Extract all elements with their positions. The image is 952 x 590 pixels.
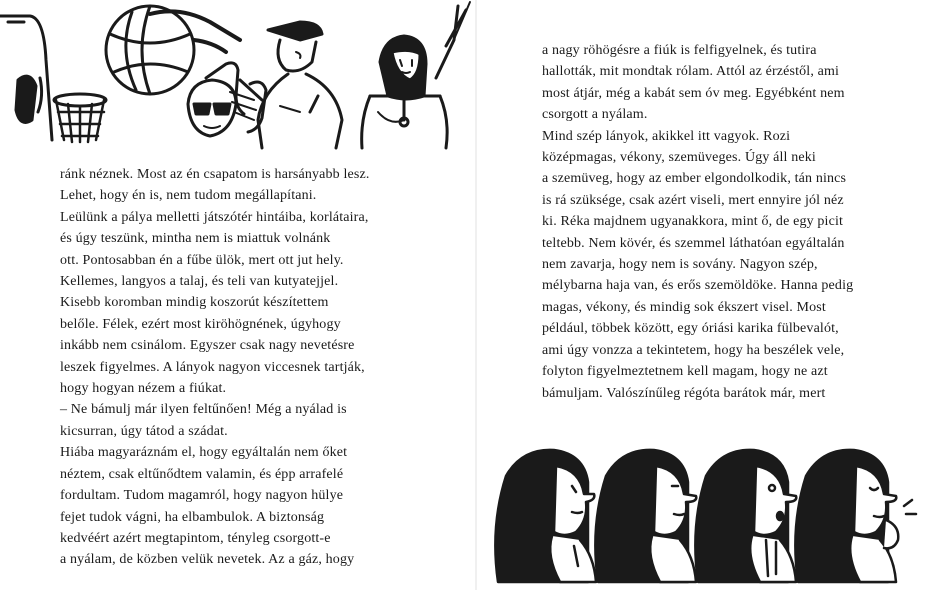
text-line: a nagy röhögésre a fiúk is felfigyelnek, és tutira — [542, 43, 817, 58]
text-line: nem zavarja, hogy nem is sovány. Nagyon szép, — [542, 257, 818, 273]
left-page-text — [60, 164, 369, 571]
text-line: ott. Pontosabban én a fűbe ülök, mert ott jut hely. — [60, 252, 344, 268]
text-line: néztem, csak eltűnődtem valamin, és épp arrafelé — [60, 466, 344, 482]
text-line: most átjár, még a kabát sem óv meg. Egyébként nem — [542, 85, 845, 101]
text-line: – Ne bámulj már ilyen feltűnően! Még a nyálad is — [60, 402, 347, 418]
four-girls-illustration — [476, 436, 952, 586]
text-line: ránk néznek. Most az én csapatom is harsányabb lesz. — [60, 167, 370, 182]
text-line: belőle. Félek, ezért most kiröhögnének, úgyhogy — [60, 316, 341, 332]
text-line: Kellemes, langyos a talaj, és teli van kutyatejjel. — [60, 274, 339, 290]
text-line: fejet tudok vágni, ha elbambulok. A biztonság — [60, 509, 325, 525]
text-line: például, többek között, egy óriási karika fülbevalót, — [542, 321, 839, 337]
text-line: Hiába magyaráznám el, hogy egyáltalán nem őket — [60, 445, 348, 461]
right-page-text — [542, 40, 853, 404]
basketball-game-illustration — [0, 0, 476, 150]
text-line: kicsurran, úgy tátod a szádat. — [60, 423, 228, 439]
text-line: hogy hogyan nézem a fiúkat. — [60, 381, 227, 397]
text-line: is rá szüksége, csak azért viseli, mert ennyire jól néz — [542, 192, 844, 208]
text-line: inkább nem csinálom. Egyszer csak nagy nevetésre — [60, 338, 355, 354]
text-line: Leülünk a pálya melletti játszótér hintáiba, korlátaira, — [60, 209, 369, 225]
text-line: ami úgy vonzza a tekintetem, hogy ha beszélek vele, — [542, 342, 845, 358]
girl-reka — [595, 450, 696, 582]
text-line: a nyálam, de közben velük nevetek. Az a gáz, hogy — [60, 552, 355, 568]
girl-rozi — [495, 450, 596, 582]
text-line: leszek figyelmes. A lányok nagyon viccesnek tartják, — [60, 359, 365, 375]
text-line: középmagas, vékony, szemüveges. Úgy áll neki — [542, 150, 816, 166]
text-line: Kisebb koromban mindig koszorút készítettem — [60, 295, 329, 311]
text-line: Lehet, hogy én is, nem tudom megállapítani. — [60, 188, 317, 204]
text-line: a szemüveg, hogy az ember elgondolkodik, tán nincs — [542, 171, 847, 187]
text-line: hallották, mit mondtak rólam. Attól az érzéstől, ami — [542, 64, 840, 80]
text-line: mélybarna haja van, és erős szemöldöke. Hanna pedig — [542, 278, 854, 294]
text-line: és úgy teszünk, mintha nem is miattuk volnánk — [60, 231, 331, 247]
text-line: fordultam. Tudom magamról, hogy nagyon hülye — [60, 488, 344, 504]
text-line: kedvéért azért megtapintom, tényleg csorgott-e — [60, 530, 331, 546]
text-line: teltebb. Nem kövér, és szemmel láthatóan egyáltalán — [542, 235, 845, 251]
girl-hanna — [695, 450, 796, 582]
girl-fourth — [795, 450, 916, 582]
text-line: ki. Réka majdnem ugyanakkora, mint ő, de egy picit — [542, 214, 844, 230]
text-line: bámuljam. Valószínűleg régóta barátok már, mert — [542, 385, 826, 401]
text-line: Mind szép lányok, akikkel itt vagyok. Rozi — [542, 128, 791, 144]
text-line: csorgott a nyálam. — [542, 107, 648, 123]
text-line: magas, vékony, és mindig sok ékszert visel. Most — [542, 299, 826, 315]
text-line: folyton figyelmeztetnem kell magam, hogy ne azt — [542, 364, 828, 380]
